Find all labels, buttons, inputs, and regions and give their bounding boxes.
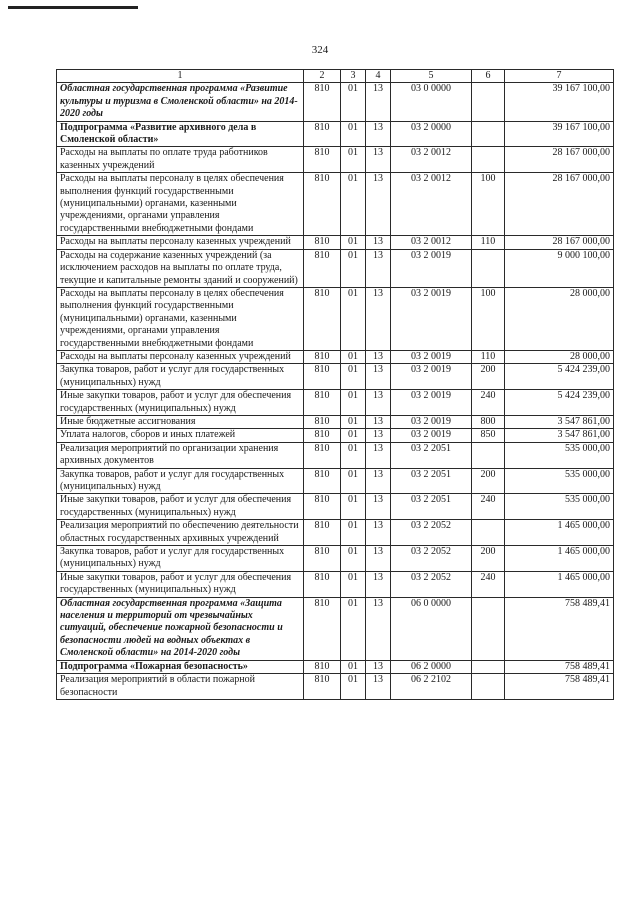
cell-expense-type: 200	[472, 546, 505, 572]
cell-amount: 28 167 000,00	[505, 147, 614, 173]
cell-subsection: 13	[366, 442, 391, 468]
table-row	[57, 390, 614, 416]
cell-description: Расходы на содержание казенных учреждений (за исключением расходов на выплаты по оплате труда, текущие и капитальные ремонты зданий и сооружений)	[57, 249, 304, 287]
cell-ministry-code: 810	[304, 364, 341, 390]
cell-amount: 28 000,00	[505, 287, 614, 350]
cell-description: Областная государственная программа «Развитие культуры и туризма в Смоленской области» на 2014-2020 годы	[57, 83, 304, 121]
column-header: 5	[391, 70, 472, 83]
cell-section: 01	[341, 287, 366, 350]
page-number: 324	[311, 44, 329, 56]
table-row	[57, 287, 614, 350]
top-edge-rule	[8, 6, 138, 9]
cell-section: 01	[341, 571, 366, 597]
table-row	[57, 442, 614, 468]
cell-expense-type: 240	[472, 390, 505, 416]
cell-subsection: 13	[366, 121, 391, 147]
cell-expense-type: 200	[472, 468, 505, 494]
cell-target-article: 06 0 0000	[391, 597, 472, 660]
cell-description: Реализация мероприятий по обеспечению деятельности областных государственных архивных учреждений	[57, 520, 304, 546]
cell-section: 01	[341, 249, 366, 287]
cell-target-article: 03 2 2051	[391, 494, 472, 520]
cell-expense-type: 100	[472, 287, 505, 350]
cell-subsection: 13	[366, 287, 391, 350]
cell-subsection: 13	[366, 520, 391, 546]
cell-description: Иные закупки товаров, работ и услуг для обеспечения государственных (муниципальных) нужд	[57, 390, 304, 416]
cell-ministry-code: 810	[304, 442, 341, 468]
cell-target-article: 03 2 0019	[391, 429, 472, 442]
column-header: 7	[505, 70, 614, 83]
table-row	[57, 429, 614, 442]
cell-description: Уплата налогов, сборов и иных платежей	[57, 429, 304, 442]
cell-section: 01	[341, 390, 366, 416]
column-header: 4	[366, 70, 391, 83]
cell-target-article: 03 2 0000	[391, 121, 472, 147]
cell-description: Подпрограмма «Развитие архивного дела в Смоленской области»	[57, 121, 304, 147]
cell-expense-type: 100	[472, 173, 505, 236]
cell-ministry-code: 810	[304, 147, 341, 173]
cell-section: 01	[341, 660, 366, 673]
cell-ministry-code: 810	[304, 236, 341, 249]
cell-amount: 28 167 000,00	[505, 173, 614, 236]
table-body	[57, 83, 614, 700]
cell-description: Закупка товаров, работ и услуг для государственных (муниципальных) нужд	[57, 468, 304, 494]
cell-description: Закупка товаров, работ и услуг для государственных (муниципальных) нужд	[57, 546, 304, 572]
cell-description: Иные закупки товаров, работ и услуг для обеспечения государственных (муниципальных) нужд	[57, 571, 304, 597]
cell-subsection: 13	[366, 674, 391, 700]
cell-target-article: 03 2 0012	[391, 173, 472, 236]
cell-expense-type: 110	[472, 350, 505, 363]
cell-description: Расходы на выплаты персоналу казенных учреждений	[57, 236, 304, 249]
cell-expense-type: 850	[472, 429, 505, 442]
table-row	[57, 571, 614, 597]
cell-amount: 535 000,00	[505, 442, 614, 468]
cell-section: 01	[341, 350, 366, 363]
cell-expense-type: 110	[472, 236, 505, 249]
cell-expense-type	[472, 147, 505, 173]
cell-section: 01	[341, 364, 366, 390]
cell-target-article: 03 2 0019	[391, 249, 472, 287]
cell-section: 01	[341, 468, 366, 494]
cell-description: Подпрограмма «Пожарная безопасность»	[57, 660, 304, 673]
table-row	[57, 364, 614, 390]
table-row	[57, 121, 614, 147]
cell-ministry-code: 810	[304, 429, 341, 442]
cell-expense-type: 240	[472, 494, 505, 520]
table-row	[57, 236, 614, 249]
cell-expense-type	[472, 674, 505, 700]
cell-subsection: 13	[366, 83, 391, 121]
cell-ministry-code: 810	[304, 350, 341, 363]
cell-expense-type	[472, 83, 505, 121]
cell-amount: 758 489,41	[505, 674, 614, 700]
cell-section: 01	[341, 236, 366, 249]
cell-subsection: 13	[366, 236, 391, 249]
cell-description: Расходы на выплаты персоналу в целях обеспечения выполнения функций государственными (муниципальными) органами, казенными учреждениями, органами управления государственными внебюджетными фондами	[57, 173, 304, 236]
cell-expense-type: 200	[472, 364, 505, 390]
cell-section: 01	[341, 546, 366, 572]
cell-target-article: 03 2 0012	[391, 147, 472, 173]
cell-section: 01	[341, 415, 366, 428]
cell-target-article: 03 2 0019	[391, 415, 472, 428]
cell-description: Областная государственная программа «Защита населения и территорий от чрезвычайных ситуаций, обеспечение пожарной безопасности и безопасности людей на водных объектах в Смоленской области» на 2014-2020 годы	[57, 597, 304, 660]
cell-target-article: 03 2 0019	[391, 364, 472, 390]
cell-amount: 3 547 861,00	[505, 429, 614, 442]
cell-subsection: 13	[366, 173, 391, 236]
table-row	[57, 520, 614, 546]
cell-ministry-code: 810	[304, 390, 341, 416]
cell-expense-type	[472, 660, 505, 673]
cell-subsection: 13	[366, 415, 391, 428]
cell-target-article: 03 2 0019	[391, 350, 472, 363]
table-row	[57, 173, 614, 236]
column-header: 3	[341, 70, 366, 83]
cell-amount: 5 424 239,00	[505, 390, 614, 416]
cell-ministry-code: 810	[304, 494, 341, 520]
column-header: 1	[57, 70, 304, 83]
cell-expense-type: 800	[472, 415, 505, 428]
cell-ministry-code: 810	[304, 468, 341, 494]
cell-description: Расходы на выплаты персоналу казенных учреждений	[57, 350, 304, 363]
budget-table	[56, 69, 614, 700]
table-row	[57, 546, 614, 572]
table-row	[57, 468, 614, 494]
cell-target-article: 03 2 2052	[391, 546, 472, 572]
cell-subsection: 13	[366, 660, 391, 673]
cell-section: 01	[341, 121, 366, 147]
cell-target-article: 06 2 2102	[391, 674, 472, 700]
cell-subsection: 13	[366, 390, 391, 416]
table-row	[57, 415, 614, 428]
cell-expense-type	[472, 249, 505, 287]
cell-ministry-code: 810	[304, 173, 341, 236]
table-row	[57, 674, 614, 700]
cell-amount: 535 000,00	[505, 494, 614, 520]
table-row	[57, 597, 614, 660]
cell-expense-type	[472, 121, 505, 147]
cell-amount: 1 465 000,00	[505, 571, 614, 597]
cell-amount: 758 489,41	[505, 597, 614, 660]
cell-ministry-code: 810	[304, 121, 341, 147]
cell-expense-type	[472, 442, 505, 468]
column-header: 6	[472, 70, 505, 83]
cell-subsection: 13	[366, 429, 391, 442]
cell-subsection: 13	[366, 597, 391, 660]
cell-subsection: 13	[366, 494, 391, 520]
cell-target-article: 03 0 0000	[391, 83, 472, 121]
cell-amount: 28 167 000,00	[505, 236, 614, 249]
cell-expense-type	[472, 597, 505, 660]
column-number-row	[57, 70, 614, 83]
cell-description: Закупка товаров, работ и услуг для государственных (муниципальных) нужд	[57, 364, 304, 390]
cell-section: 01	[341, 83, 366, 121]
cell-ministry-code: 810	[304, 660, 341, 673]
table-row	[57, 660, 614, 673]
cell-subsection: 13	[366, 364, 391, 390]
table-row	[57, 249, 614, 287]
cell-target-article: 03 2 2051	[391, 442, 472, 468]
cell-amount: 535 000,00	[505, 468, 614, 494]
cell-section: 01	[341, 494, 366, 520]
cell-description: Реализация мероприятий по организации хранения архивных документов	[57, 442, 304, 468]
cell-amount: 39 167 100,00	[505, 121, 614, 147]
cell-ministry-code: 810	[304, 249, 341, 287]
cell-section: 01	[341, 597, 366, 660]
cell-description: Расходы на выплаты персоналу в целях обеспечения выполнения функций государственными (муниципальными) органами, казенными учреждениями, органами управления государственными внебюджетными фондами	[57, 287, 304, 350]
cell-target-article: 03 2 0019	[391, 390, 472, 416]
cell-target-article: 06 2 0000	[391, 660, 472, 673]
cell-target-article: 03 2 0019	[391, 287, 472, 350]
cell-amount: 1 465 000,00	[505, 546, 614, 572]
cell-section: 01	[341, 147, 366, 173]
cell-description: Иные бюджетные ассигнования	[57, 415, 304, 428]
cell-amount: 28 000,00	[505, 350, 614, 363]
cell-ministry-code: 810	[304, 415, 341, 428]
cell-section: 01	[341, 429, 366, 442]
cell-ministry-code: 810	[304, 287, 341, 350]
cell-amount: 5 424 239,00	[505, 364, 614, 390]
column-header: 2	[304, 70, 341, 83]
cell-ministry-code: 810	[304, 571, 341, 597]
table-row	[57, 147, 614, 173]
cell-description: Иные закупки товаров, работ и услуг для обеспечения государственных (муниципальных) нужд	[57, 494, 304, 520]
cell-target-article: 03 2 2051	[391, 468, 472, 494]
cell-section: 01	[341, 442, 366, 468]
cell-ministry-code: 810	[304, 597, 341, 660]
cell-target-article: 03 2 2052	[391, 520, 472, 546]
table-row	[57, 494, 614, 520]
cell-target-article: 03 2 2052	[391, 571, 472, 597]
cell-subsection: 13	[366, 546, 391, 572]
cell-ministry-code: 810	[304, 83, 341, 121]
table-row	[57, 350, 614, 363]
cell-subsection: 13	[366, 249, 391, 287]
cell-ministry-code: 810	[304, 520, 341, 546]
cell-subsection: 13	[366, 147, 391, 173]
cell-subsection: 13	[366, 350, 391, 363]
cell-section: 01	[341, 173, 366, 236]
cell-amount: 9 000 100,00	[505, 249, 614, 287]
cell-amount: 758 489,41	[505, 660, 614, 673]
cell-amount: 39 167 100,00	[505, 83, 614, 121]
cell-amount: 1 465 000,00	[505, 520, 614, 546]
cell-amount: 3 547 861,00	[505, 415, 614, 428]
cell-section: 01	[341, 520, 366, 546]
cell-subsection: 13	[366, 571, 391, 597]
cell-subsection: 13	[366, 468, 391, 494]
cell-ministry-code: 810	[304, 546, 341, 572]
cell-section: 01	[341, 674, 366, 700]
cell-description: Реализация мероприятий в области пожарной безопасности	[57, 674, 304, 700]
cell-target-article: 03 2 0012	[391, 236, 472, 249]
cell-expense-type	[472, 520, 505, 546]
table-row	[57, 83, 614, 121]
cell-expense-type: 240	[472, 571, 505, 597]
cell-description: Расходы на выплаты по оплате труда работников казенных учреждений	[57, 147, 304, 173]
cell-ministry-code: 810	[304, 674, 341, 700]
